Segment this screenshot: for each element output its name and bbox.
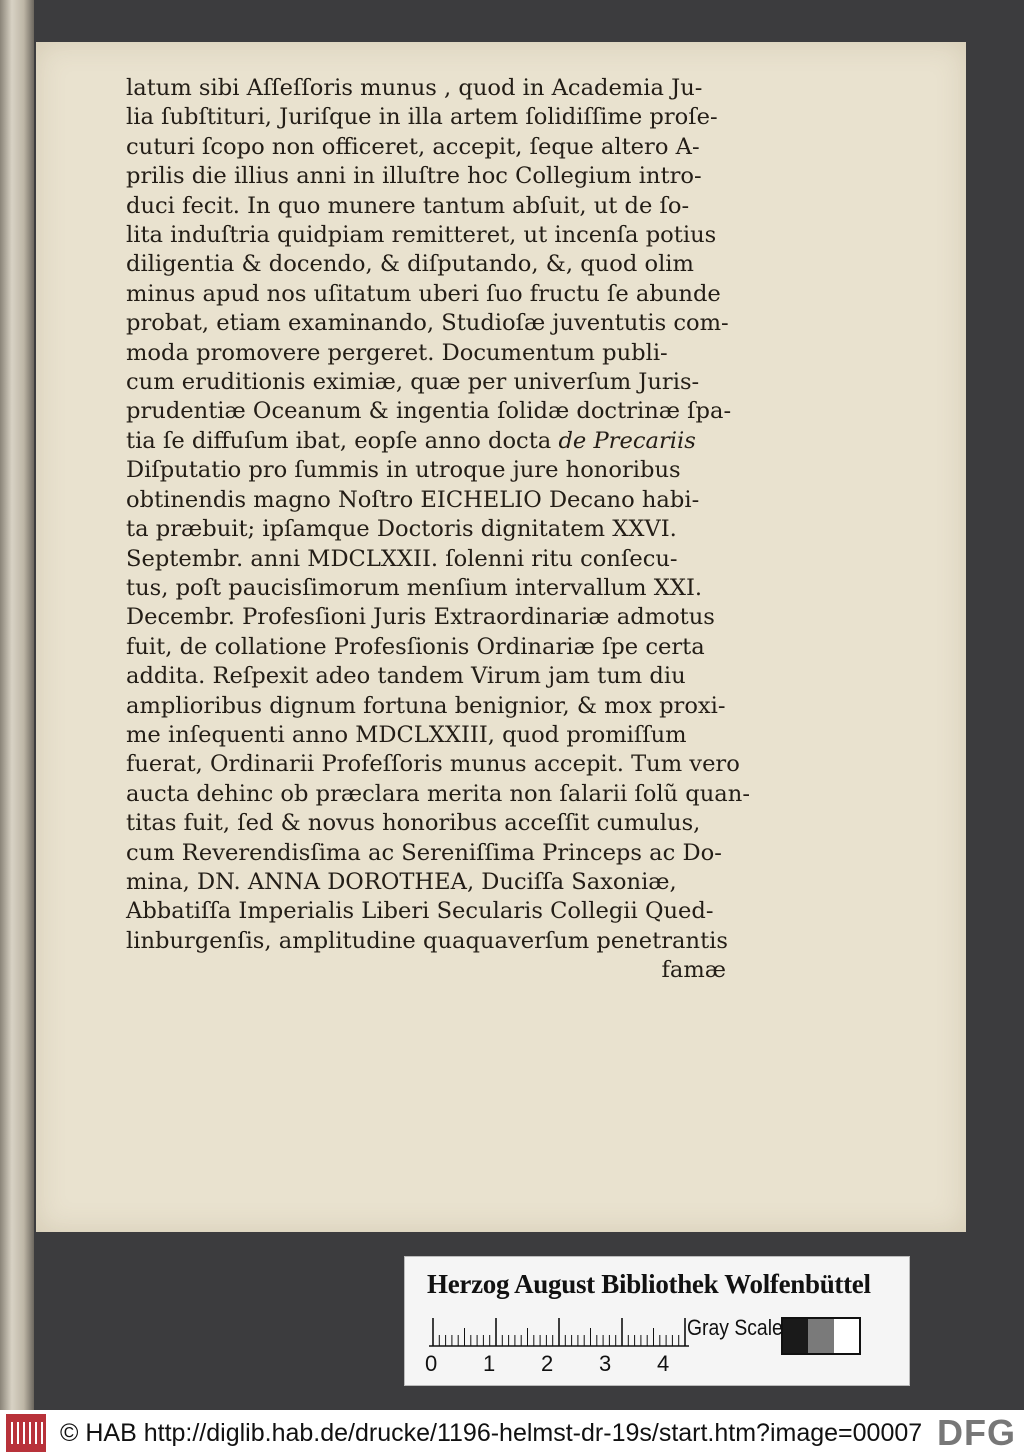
text-line: Abbatiſſa Imperialis Liberi Secularis Collegii Qued-: [126, 898, 714, 925]
gray-scale-label: Gray Scale: [687, 1315, 783, 1340]
text-line: me inſequenti anno MDCLXXIII, quod promiſſum: [126, 721, 687, 748]
ruler-label: 2: [541, 1351, 554, 1376]
dfg-logo: DFG: [937, 1412, 1016, 1453]
footer-bar: [0, 1410, 1024, 1456]
text-line: Diſputatio pro ſummis in utroque jure honoribus: [126, 457, 681, 484]
text-line: Septembr. anni MDCLXXII. ſolenni ritu conſecu-: [126, 545, 678, 572]
italic-phrase: de Precariis: [551, 427, 696, 454]
adjacent-page-edge: [0, 0, 34, 1410]
reference-card: [404, 1256, 910, 1386]
text-line: mina, DN. ANNA DOROTHEA, Duciſſa Saxoniæ,: [126, 868, 677, 895]
text-line: aucta dehinc ob præclara merita non ſalarii ſolũ quan-: [126, 780, 750, 807]
ruler: [429, 1317, 689, 1347]
text-line: addita. Reſpexit adeo tandem Virum jam tum diu: [126, 663, 686, 690]
library-title: Herzog August Bibliothek Wolfenbüttel: [427, 1269, 871, 1299]
body-text: [126, 74, 750, 986]
gray-scale-swatches: [781, 1317, 861, 1355]
ruler-label: 0: [425, 1351, 438, 1376]
text-line: ta præbuit; ipſamque Doctoris dignitatem XXVI.: [126, 516, 677, 543]
text-line: cuturi ſcopo non officeret, accepit, ſeque altero A-: [126, 133, 700, 160]
text-line: diligentia & docendo, & diſputando, &, quod olim: [126, 251, 694, 278]
gray-swatch-white: [834, 1319, 859, 1353]
document-page: [36, 42, 966, 1232]
text-line: prilis die illius anni in illuſtre hoc Collegium intro-: [126, 163, 702, 190]
ruler-label: 4: [657, 1351, 670, 1376]
ruler-label: 1: [483, 1351, 496, 1376]
text-line: minus apud nos uſitatum uberi ſuo fructu ſe abunde: [126, 280, 721, 307]
text-line: probat, etiam examinando, Studioſæ juventutis com-: [126, 310, 729, 337]
text-line: Decembr. Profesſioni Juris Extraordinariæ admotus: [126, 604, 715, 631]
text-line: moda promovere pergeret. Documentum publi-: [126, 339, 668, 366]
source-url[interactable]: © HAB http://diglib.hab.de/drucke/1196-helmst-dr-19s/start.htm?image=00007: [60, 1418, 923, 1447]
text-line: obtinendis magno Noſtro EICHELIO Decano habi-: [126, 486, 700, 513]
text-line: cum Reverendisſima ac Sereniſſima Princeps ac Do-: [126, 839, 722, 866]
text-line-with-italic: [126, 427, 726, 456]
hab-logo-icon: [6, 1414, 46, 1452]
text-line: fuerat, Ordinarii Profeſſoris munus accepit. Tum vero: [126, 751, 740, 778]
text-line: tus, poſt paucisſimorum menſium intervallum XXI.: [126, 574, 703, 601]
ruler-label: 3: [599, 1351, 612, 1376]
text-segment: tia ſe diffuſum ibat, eopſe anno docta: [126, 427, 552, 454]
text-line: lita induſtria quidpiam remitteret, ut incenſa potius: [126, 222, 717, 249]
gray-swatch-mid: [808, 1319, 833, 1353]
text-line: prudentiæ Oceanum & ingentia ſolidæ doctrinæ ſpa-: [126, 398, 732, 425]
text-line: amplioribus dignum fortuna benignior, & mox proxi-: [126, 692, 726, 719]
gray-swatch-dark: [783, 1319, 808, 1353]
text-line: fuit, de collatione Profesſionis Ordinariæ ſpe certa: [126, 633, 705, 660]
text-line: linburgenſis, amplitudine quaquaverſum penetrantis: [126, 927, 728, 954]
text-line: titas fuit, ſed & novus honoribus acceſſit cumulus,: [126, 810, 701, 837]
catchword: famæ: [661, 957, 726, 984]
text-line: duci fecit. In quo munere tantum abſuit, ut de ſo-: [126, 192, 690, 219]
text-line: cum eruditionis eximiæ, quæ per univerſum Juris-: [126, 369, 700, 396]
text-line: lia ſubſtituri, Juriſque in illa artem ſolidiſſime proſe-: [126, 104, 718, 131]
text-line: latum sibi Aſſeſſoris munus , quod in Academia Ju-: [126, 75, 703, 101]
